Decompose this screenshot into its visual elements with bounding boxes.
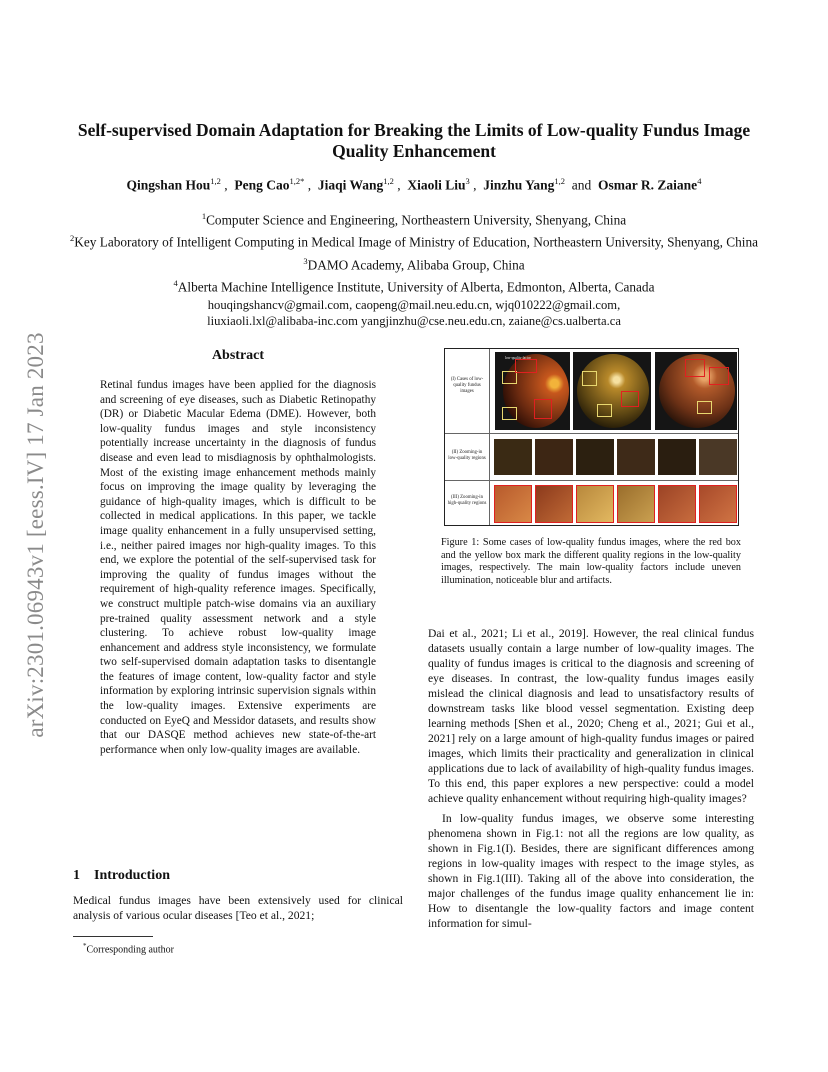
- author-sup: 4: [697, 176, 702, 186]
- row-label: (III) Zooming-in high-quality regions: [447, 495, 487, 506]
- footnote-text: Corresponding author: [86, 944, 174, 956]
- author-name: Qingshan Hou: [126, 177, 211, 193]
- footnote-mark: *: [83, 942, 87, 950]
- high-quality-patch: [494, 485, 532, 523]
- author-name: Peng Cao: [234, 177, 290, 193]
- author-sup: 1,2: [554, 176, 566, 186]
- arxiv-id: arXiv:2301.06943v1 [eess.IV] 17 Jan 2023: [23, 332, 48, 738]
- yellow-box: [697, 401, 712, 414]
- high-quality-patch: [699, 485, 737, 523]
- red-box: [709, 367, 729, 385]
- red-box: [621, 391, 639, 407]
- high-quality-patch: [658, 485, 696, 523]
- figure-annotation: low-quality factor: [505, 356, 531, 360]
- author-emails: [60, 297, 768, 329]
- email-line: liuxiaoli.lxl@alibaba-inc.com yangjinzhu@cse.neu.edu.cn, zaiane@cs.ualberta.ca: [207, 314, 621, 328]
- yellow-box: [597, 404, 612, 417]
- low-quality-patch: [535, 439, 573, 475]
- red-box: [534, 399, 552, 419]
- paper-title: Self-supervised Domain Adaptation for Breaking the Limits of Low-quality Fundus Image Quality Enhancement: [77, 120, 751, 161]
- red-box: [685, 359, 705, 377]
- affiliation: $^1$Computer Science and Engineering, Northeastern University, Shenyang, China: [201, 211, 627, 228]
- author-name: Jiaqi Wang: [317, 177, 384, 193]
- section-title: Introduction: [94, 868, 170, 883]
- figure-divider: [445, 433, 738, 434]
- low-quality-patch: [494, 439, 532, 475]
- author-sup: 1,2*: [289, 176, 305, 186]
- footnote-rule: [73, 936, 153, 937]
- yellow-box: [582, 371, 597, 386]
- row-label: (II) Zooming-in low-quality regions: [448, 450, 486, 461]
- affiliation: $^2$Key Laboratory of Intelligent Computing in Medical Image of Ministry of Education, Northeastern University, Shenyang, China: [69, 233, 759, 250]
- low-quality-patch: [617, 439, 655, 475]
- affiliation: $^4$Alberta Machine Intelligence Institute, University of Alberta, Edmonton, Alberta, Canada: [173, 278, 655, 295]
- arxiv-stamp: [12, 290, 60, 780]
- intro-text: Medical fundus images have been extensively used for clinical analysis of various ocular diseases [Teo et al., 2021;: [73, 894, 403, 922]
- section-number: 1: [73, 868, 80, 883]
- paragraph: Dai et al., 2021; Li et al., 2019]. However, the real clinical fundus datasets usually contain a large number of low-quality images. The quality of fundus images is critical to the diagnosis and screening of eye diseases. In contrast, the low-quality fundus images easily mislead the clinical diagnosis and lead to unsatisfactory results of downstream tasks like blood vessel segmentation. Existing deep learning methods [Shen et al., 2020; Cheng et al., 2021; Gui et al., 2021] rely on a large amount of high-quality fundus images or paired images, which limits their practicality and generalization in clinical applications due to lack of availability of high-quality fundus images. To this end, this paper explores a new perspective: could a model achieve quality enhancement without requiring high-quality images?: [428, 627, 754, 805]
- affiliation: $^3$DAMO Academy, Alibaba Group, China: [303, 255, 525, 273]
- author-name: Jinzhu Yang: [483, 177, 555, 193]
- figure-divider: [445, 480, 738, 481]
- abstract-heading: Abstract: [211, 348, 265, 363]
- high-quality-patch: [576, 485, 614, 523]
- footnote: [83, 940, 174, 956]
- paragraph: In low-quality fundus images, we observe some interesting phenomena shown in Fig.1: not all the regions are low quality, as shown in Fig.1(I). Besides, there are significant differences among regions in low-quality images with respect to the image styles, as shown in Fig.1(III). Taking all of the above into consideration, the major challenges of the fundus image quality enhancement lie in: How to disentangle the low-quality factors and image content information for simul-: [428, 812, 754, 930]
- affiliations: [60, 207, 768, 297]
- right-column-text: [428, 626, 754, 931]
- red-box: [515, 359, 537, 373]
- high-quality-patch: [535, 485, 573, 523]
- figure-1: [444, 348, 739, 526]
- email-line: houqingshancv@gmail.com, caopeng@mail.neu.edu.cn, wjq010222@gmail.com,: [207, 298, 621, 312]
- author-name: Xiaoli Liu: [407, 177, 466, 193]
- low-quality-patch: [658, 439, 696, 475]
- author-sup: 1,2: [210, 176, 221, 186]
- low-quality-patch: [699, 439, 737, 475]
- abstract-text: Retinal fundus images have been applied for the diagnosis and screening of eye diseases, such as Diabetic Retinopathy (DR) or Diabetic Macular Edema (DME). However, both low-quality fundus images and style inconsistency potentially increase uncertainty in the diagnosis of fundus disease and even lead to misdiagnosis by ophthalmologists. Most of the existing image enhancement methods mainly focus on improving the image quality by leveraging the guidance of high-quality images, which is difficult to be collected in medical applications. In this paper, we tackle image quality enhancement in a fully unsupervised setting, i.e., neither paired images nor high-quality images. To this end, we explore the potential of the self-supervised task for improving the quality of fundus images without the requirement of high-quality reference images. Specifically, we construct multiple patch-wise domains via an auxiliary pre-trained quality assessment network and a style clustering. To achieve robust low-quality image enhancement and address style inconsistency, we formulate two self-supervised domain adaptation tasks to disentangle the features of image content, low-quality factor and style information by exploring intrinsic supervision signals within the low-quality images. Extensive experiments are conducted on EyeQ and Messidor datasets, and results show that our DASQE method achieves new state-of-the-art performance when only low-quality images are available.: [100, 379, 376, 756]
- figure-divider: [489, 349, 490, 525]
- high-quality-patch: [617, 485, 655, 523]
- figure-caption: Figure 1: Some cases of low-quality fundus images, where the red box and the yellow box mark the different quality regions in the low-quality images, respectively. The main low-quality factors include uneven illumination, noticeable blur and artifacts.: [441, 537, 741, 586]
- author-list: Qingshan Hou$^{1,2}$ , Peng Cao$^{1,2*}$ , Jiaqi Wang$^{1,2}$ , Xiaoli Liu$^3$ , Jinzhu Yang$^{1,2}$ and Osmar R. Zaiane$^4$: [126, 176, 702, 193]
- author-name: Osmar R. Zaiane: [598, 177, 698, 193]
- yellow-box: [502, 407, 517, 420]
- section-heading: [73, 868, 170, 884]
- row-label: (I) Cases of low-quality fundus images: [450, 377, 484, 394]
- author-sup: 3: [465, 176, 470, 186]
- low-quality-patch: [576, 439, 614, 475]
- author-sup: 1,2: [383, 176, 394, 186]
